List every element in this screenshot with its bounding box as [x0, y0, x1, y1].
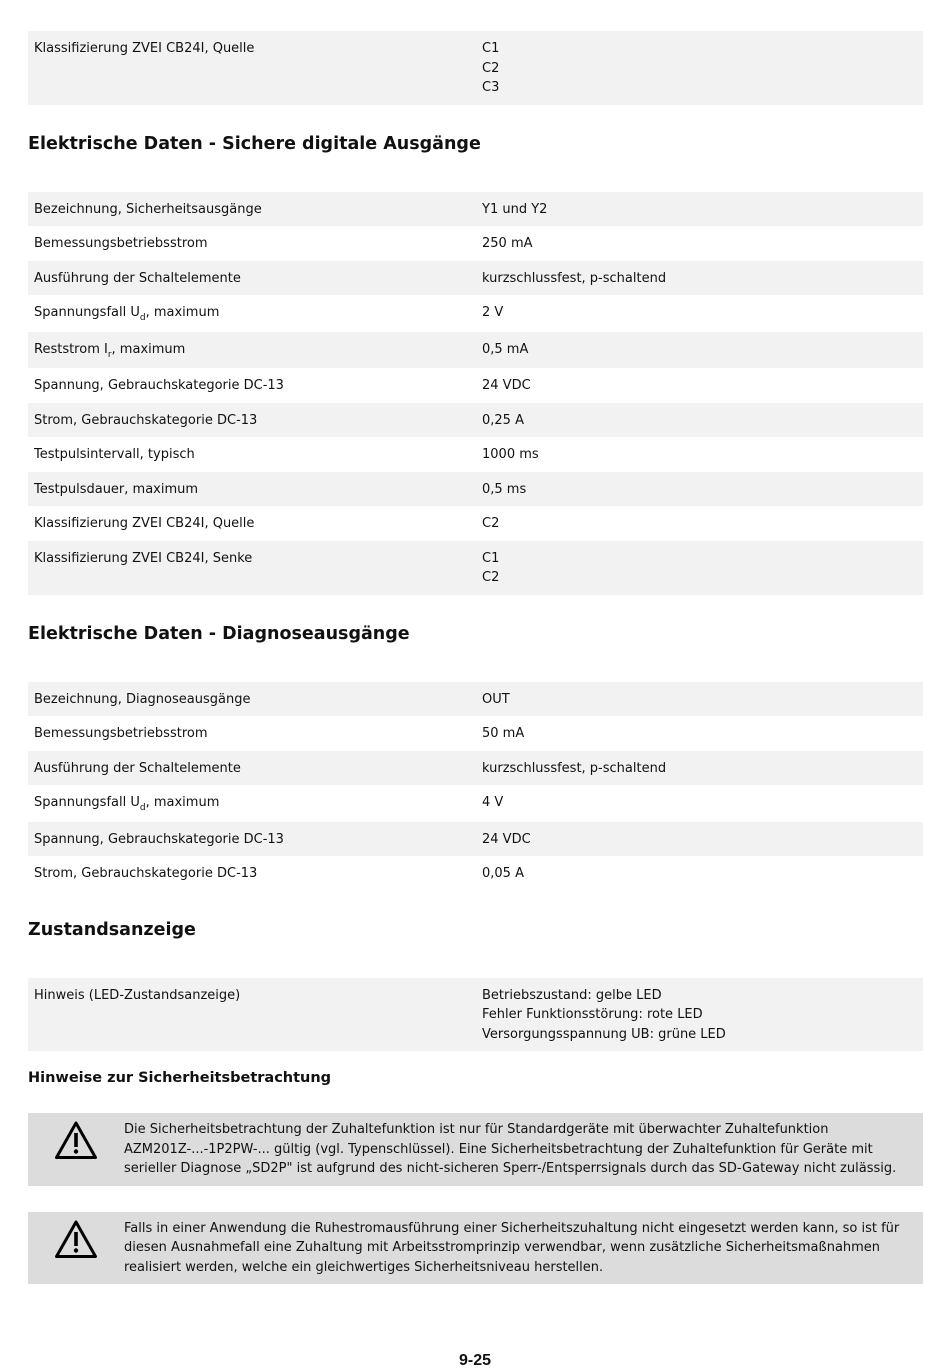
table-row [28, 751, 923, 786]
row-label-text: Bemessungsbetriebsstrom [34, 236, 208, 251]
row-value-line: 0,5 ms [482, 481, 527, 497]
row-label [28, 751, 476, 786]
row-value-line: 50 mA [482, 726, 525, 741]
table-row [28, 403, 923, 438]
section-title-status-display: Zustandsanzeige [28, 919, 196, 940]
row-value [476, 295, 923, 332]
row-label [28, 368, 476, 403]
row-label-text: Testpulsintervall, typisch [34, 447, 195, 462]
table-row [28, 261, 923, 296]
row-label [28, 822, 476, 857]
table-row [28, 822, 923, 857]
row-label [28, 332, 476, 369]
row-label [28, 295, 476, 332]
spec-table-diagnostic-outputs [28, 682, 923, 891]
table-row [28, 192, 923, 227]
table-row [28, 31, 923, 105]
safety-note-1 [28, 1113, 923, 1186]
table-row [28, 716, 923, 751]
safety-note-text: Falls in einer Anwendung die Ruhestromausführung einer Sicherheitszuhaltung nicht eingesetzt werden kann, so ist für diesen Ausnahmefall eine Zuhaltung mit Arbeitsstromprinzip verwendbar, wenn zusätzliche Sicherheitsmaßnahmen realisiert werden, welche ein gleichwertiges Sicherheitsniveau herstellen. [124, 1220, 900, 1275]
row-value-line: 0,5 mA [482, 341, 529, 357]
table-row [28, 682, 923, 717]
spec-table-safe-outputs [28, 192, 923, 595]
row-value [476, 541, 923, 595]
row-value [476, 856, 923, 891]
row-value-line: 250 mA [482, 236, 533, 251]
row-value [476, 403, 923, 438]
table-row [28, 295, 923, 332]
row-label [28, 541, 476, 595]
table-row [28, 368, 923, 403]
row-label-suffix: , maximum [111, 341, 186, 357]
row-label [28, 226, 476, 261]
row-value [476, 192, 923, 227]
table-row [28, 437, 923, 472]
row-label-subscript: d [139, 803, 146, 813]
row-label-text: Strom, Gebrauchskategorie DC-13 [34, 866, 258, 881]
row-label-text: Bezeichnung, Diagnoseausgänge [34, 691, 251, 707]
safety-note-text: Die Sicherheitsbetrachtung der Zuhaltefunktion ist nur für Standardgeräte mit überwachter Zuhaltefunktion AZM201Z-...-1P2PW-... gültig (vgl. Typenschlüssel). Eine Sicherheitsbetrachtung der Zuhaltefunktion für Geräte mit serieller Diagnose „SD2P" ist aufgrund des nicht-sicheren Sperr-/Entsperrsignals durch das SD-Gateway nicht zulässig. [124, 1122, 897, 1176]
table-row [28, 332, 923, 369]
row-label [28, 261, 476, 296]
document-page [28, 31, 923, 1310]
row-value-line: 0,25 A [482, 412, 524, 428]
row-label [28, 437, 476, 472]
row-label [28, 472, 476, 507]
row-value-line: C3 [482, 80, 500, 95]
table-row [28, 226, 923, 261]
row-value [476, 368, 923, 403]
row-label-text: Bezeichnung, Sicherheitsausgänge [34, 201, 262, 217]
warning-triangle-icon [54, 1219, 98, 1259]
row-value-line: Fehler Funktionsstörung: rote LED [482, 1007, 703, 1022]
row-value-line: Betriebszustand: gelbe LED [482, 987, 662, 1003]
row-label [28, 403, 476, 438]
row-value-line: Y1 und Y2 [482, 201, 548, 217]
row-value [476, 472, 923, 507]
row-label-subscript: r [107, 349, 112, 360]
row-label-text: Testpulsdauer, maximum [34, 481, 199, 497]
row-label [28, 716, 476, 751]
row-label [28, 856, 476, 891]
row-label-text: Ausführung der Schaltelemente [34, 270, 241, 286]
row-value-line: C1 [482, 41, 500, 56]
row-label-subscript: d [139, 313, 146, 323]
spec-table-status-display [28, 978, 923, 1052]
row-label-text: Spannung, Gebrauchskategorie DC-13 [34, 378, 284, 393]
row-value-line: 1000 ms [482, 447, 539, 462]
row-label [28, 785, 476, 822]
row-label-text: Klassifizierung ZVEI CB24I, Quelle [34, 516, 255, 531]
row-label-text: Klassifizierung ZVEI CB24I, Senke [34, 550, 253, 566]
row-label-text: Spannungsfall U [34, 795, 140, 810]
row-label-text: Ausführung der Schaltelemente [34, 760, 241, 776]
row-label-suffix: , maximum [145, 305, 220, 320]
row-value-line: kurzschlussfest, p-schaltend [482, 270, 667, 286]
row-value-line: 2 V [482, 305, 504, 320]
table-row [28, 856, 923, 891]
row-value-line: Versorgungsspannung UB: grüne LED [482, 1026, 726, 1042]
row-label-text: Bemessungsbetriebsstrom [34, 726, 208, 741]
table-row [28, 785, 923, 822]
row-label-text: Spannungsfall U [34, 305, 140, 320]
row-value [476, 261, 923, 296]
row-value-line: C2 [482, 516, 500, 531]
row-value-line: C1 [482, 550, 500, 566]
section-title-diagnostic-outputs: Elektrische Daten - Diagnoseausgänge [28, 623, 410, 644]
row-value [476, 437, 923, 472]
safety-note-2 [28, 1212, 923, 1285]
section-title-safety-notes: Hinweise zur Sicherheitsbetrachtung [28, 1070, 332, 1086]
row-label [28, 506, 476, 541]
row-value-line: C2 [482, 570, 500, 585]
table-row [28, 506, 923, 541]
row-label-text: Reststrom I [34, 341, 108, 357]
row-value [476, 226, 923, 261]
row-value [476, 332, 923, 369]
row-value-line: OUT [482, 691, 510, 707]
row-value-line: 4 V [482, 795, 504, 810]
row-label [28, 192, 476, 227]
row-label-text: Klassifizierung ZVEI CB24I, Quelle [34, 41, 255, 56]
warning-triangle-icon [54, 1120, 98, 1160]
row-label-text: Hinweis (LED-Zustandsanzeige) [34, 987, 241, 1003]
row-label [28, 31, 476, 105]
page-number: 9-25 [458, 1352, 492, 1369]
table-row [28, 541, 923, 595]
row-value [476, 978, 923, 1052]
row-value [476, 822, 923, 857]
row-label [28, 682, 476, 717]
row-value-line: 0,05 A [482, 866, 524, 881]
row-value-line: C2 [482, 60, 500, 76]
spec-table-top [28, 31, 923, 105]
row-value [476, 682, 923, 717]
row-value-line: 24 VDC [482, 831, 531, 847]
row-value [476, 716, 923, 751]
row-value-line: kurzschlussfest, p-schaltend [482, 760, 667, 776]
row-value [476, 31, 923, 105]
row-value [476, 751, 923, 786]
row-label-text: Spannung, Gebrauchskategorie DC-13 [34, 831, 284, 847]
section-title-safe-outputs: Elektrische Daten - Sichere digitale Ausgänge [28, 133, 481, 154]
row-label-suffix: , maximum [145, 795, 220, 810]
row-value [476, 506, 923, 541]
row-label [28, 978, 476, 1052]
row-value [476, 785, 923, 822]
table-row [28, 472, 923, 507]
row-label-text: Strom, Gebrauchskategorie DC-13 [34, 412, 258, 428]
row-value-line: 24 VDC [482, 378, 531, 393]
table-row [28, 978, 923, 1052]
